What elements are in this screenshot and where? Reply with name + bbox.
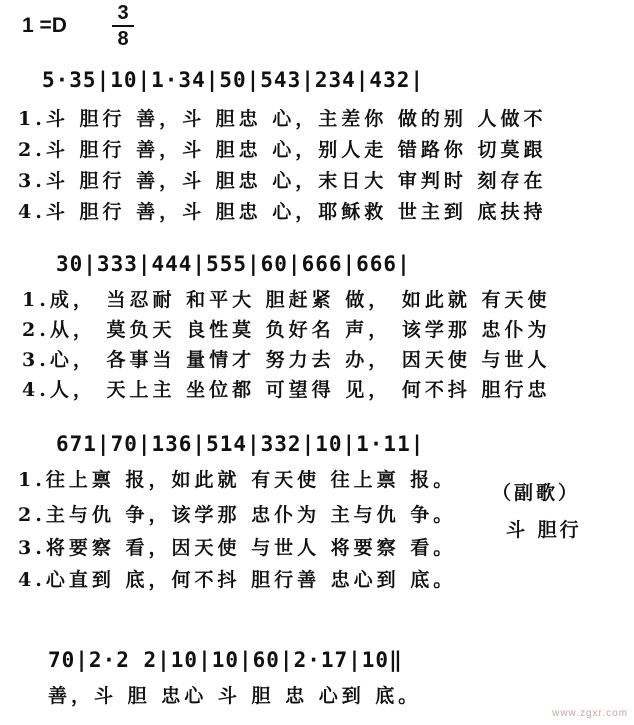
- lyric-1-4: 4.斗 胆行 善，斗 胆忠 心，耶稣救 世主到 底扶持: [18, 201, 547, 223]
- lyric-1-3: 3.斗 胆行 善，斗 胆忠 心，末日大 审判时 刻存在: [18, 170, 547, 192]
- key-signature: 1 =D: [22, 14, 67, 37]
- time-top: 3: [117, 2, 129, 24]
- lyric-2-4: 4.人， 天上主 坐位都 可望得 见， 何不抖 胆行忠: [22, 379, 551, 401]
- time-bottom: 8: [117, 28, 129, 50]
- lyric-3-2: 2.主与仇 争，该学那 忠仆为 主与仇 争。: [18, 504, 457, 526]
- watermark: www.zgxr.com: [552, 708, 628, 719]
- lyric-3-3: 3.将要察 看，因天使 与世人 将要察 看。: [18, 537, 457, 559]
- time-divider: [112, 25, 134, 27]
- notes-line-2: 30|333|444|555|60|666|666|: [56, 252, 411, 276]
- chorus-lyric: 斗 胆行: [506, 519, 582, 541]
- lyric-4-1: 善，斗 胆 忠心 斗 胆 忠 心到 底。: [48, 685, 422, 707]
- notes-line-1: 5·35|10|1·34|50|543|234|432|: [42, 68, 425, 92]
- lyric-2-2: 2.从， 莫负天 良性莫 负好名 声， 该学那 忠仆为: [22, 319, 551, 341]
- chorus-label: （副歌）: [492, 482, 581, 504]
- lyric-1-1: 1.斗 胆行 善，斗 胆忠 心，主差你 做的别 人做不: [18, 108, 547, 130]
- lyric-2-3: 3.心， 各事当 量情才 努力去 办， 因天使 与世人: [22, 349, 551, 371]
- time-signature: [112, 2, 134, 50]
- lyric-1-2: 2.斗 胆行 善，斗 胆忠 心，别人走 错路你 切莫跟: [18, 139, 547, 161]
- lyric-3-4: 4.心直到 底，何不抖 胆行善 忠心到 底。: [18, 569, 457, 591]
- lyric-2-1: 1.成， 当忍耐 和平大 胆赶紧 做， 如此就 有天使: [22, 289, 551, 311]
- notes-line-3: 671|70|136|514|332|10|1·11|: [56, 432, 425, 456]
- notes-line-4: 70|2·2 2|10|10|60|2·17|10‖: [48, 648, 403, 672]
- lyric-3-1: 1.往上禀 报，如此就 有天使 往上禀 报。: [18, 469, 457, 491]
